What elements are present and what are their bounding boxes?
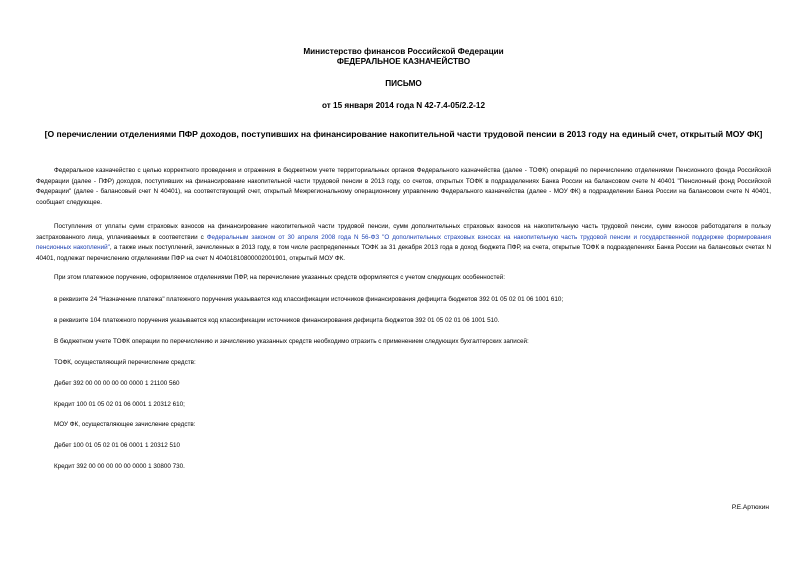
paragraph-2-text-end: , а также иных поступлений, зачисленных в 2013 году, в том числе распределенных ТОФК за 31 декабря 2013 года в доход бюджета ПФР, на счета, открытые ТОФК в подразделениях Банка России на балансовых счетах N 40401, подлежат перечислению отделениями ПФР на счет N 40401810800002001901, открытый МОУ ФК.	[36, 244, 771, 262]
mou-fk-debit-entry: Дебет 100 01 05 02 01 06 0001 1 20312 510	[54, 442, 180, 449]
document-title: [О перечислении отделениями ПФР доходов, поступивших на финансирование накопительной части трудовой пенсии в 2013 году на единый счет, открытый МОУ ФК]	[44, 129, 763, 139]
accounting-intro: В бюджетном учете ТОФК операции по перечислению и зачислению указанных средств необходимо отразить с применением следующих бухгалтерских записей:	[54, 338, 529, 345]
requisite-104-line: в реквизите 104 платежного поручения указывается код классификации источников финансирования дефицита бюджетов 392 01 05 02 01 06 1001 510.	[54, 317, 500, 324]
signature: Р.Е.Артюхин	[731, 504, 769, 511]
paragraph-1: Федеральное казначейство с целью корректного проведения и отражения в бюджетном учете территориальных органов Федерального казначейства (далее - ТОФК) операций по перечислению отделениями Пенсионного фонда Российской Федерации (далее - ПФР) доходов, поступивших на финансирование накопительной части трудовой пенсии в 2013 году, со счетов, открытых ТОФК в подразделениях Банка России на балансовом счете N 40401 "Пенсионный фонд Российской Федерации" (далее - балансовый счет N 40401), на соответствующий счет, открытый Межрегиональному операционному управлению Федерального казначейства (далее - МОУ ФК) в подразделении Банка России на балансовом счете N 40401, сообщает следующее.	[36, 167, 771, 206]
mou-fk-credit-entry: Кредит 392 00 00 00 00 00 0000 1 30800 730.	[54, 463, 185, 470]
requisite-24-line: в реквизите 24 "Назначение платежа" платежного поручения указывается код классификации источников финансирования дефицита бюджетов 392 01 05 02 01 06 1001 610;	[54, 296, 564, 303]
agency-name: ФЕДЕРАЛЬНОЕ КАЗНАЧЕЙСТВО	[336, 57, 471, 66]
paragraph-2	[36, 222, 771, 264]
tofk-credit-entry: Кредит 100 01 05 02 01 06 0001 1 20312 610;	[54, 401, 185, 408]
document-type: ПИСЬМО	[385, 79, 422, 88]
document-number: от 15 января 2014 года N 42-7.4-05/2.2-12	[321, 101, 486, 110]
federal-law-link[interactable]: Федеральным законом от 30 апреля 2008 года N 56-ФЗ "О дополнительных страховых взносах на накопительную часть трудовой пенсии и государственной поддержке формирования пенсионных накоплений"	[36, 233, 771, 251]
paragraph-2-text-start: Поступления от уплаты сумм страховых взносов на финансирование накопительной части трудовой пенсии, сумм дополнительных страховых взносов на накопительную часть трудовой пенсии, сумм взносов работодателя в пользу застрахованного лица, уплачиваемых в соответствии с	[36, 223, 771, 241]
ministry-name: Министерство финансов Российской Федерации	[303, 47, 504, 56]
tofk-heading: ТОФК, осуществляющий перечисление средств:	[54, 359, 196, 366]
payment-order-intro: При этом платежное поручение, оформляемое отделениями ПФР, на перечисление указанных средств оформляется с учетом следующих особенностей:	[54, 274, 506, 281]
tofk-debit-entry: Дебет 392 00 00 00 00 00 0000 1 21100 560	[54, 380, 180, 387]
mou-fk-heading: МОУ ФК, осуществляющее зачисление средств:	[54, 421, 196, 428]
